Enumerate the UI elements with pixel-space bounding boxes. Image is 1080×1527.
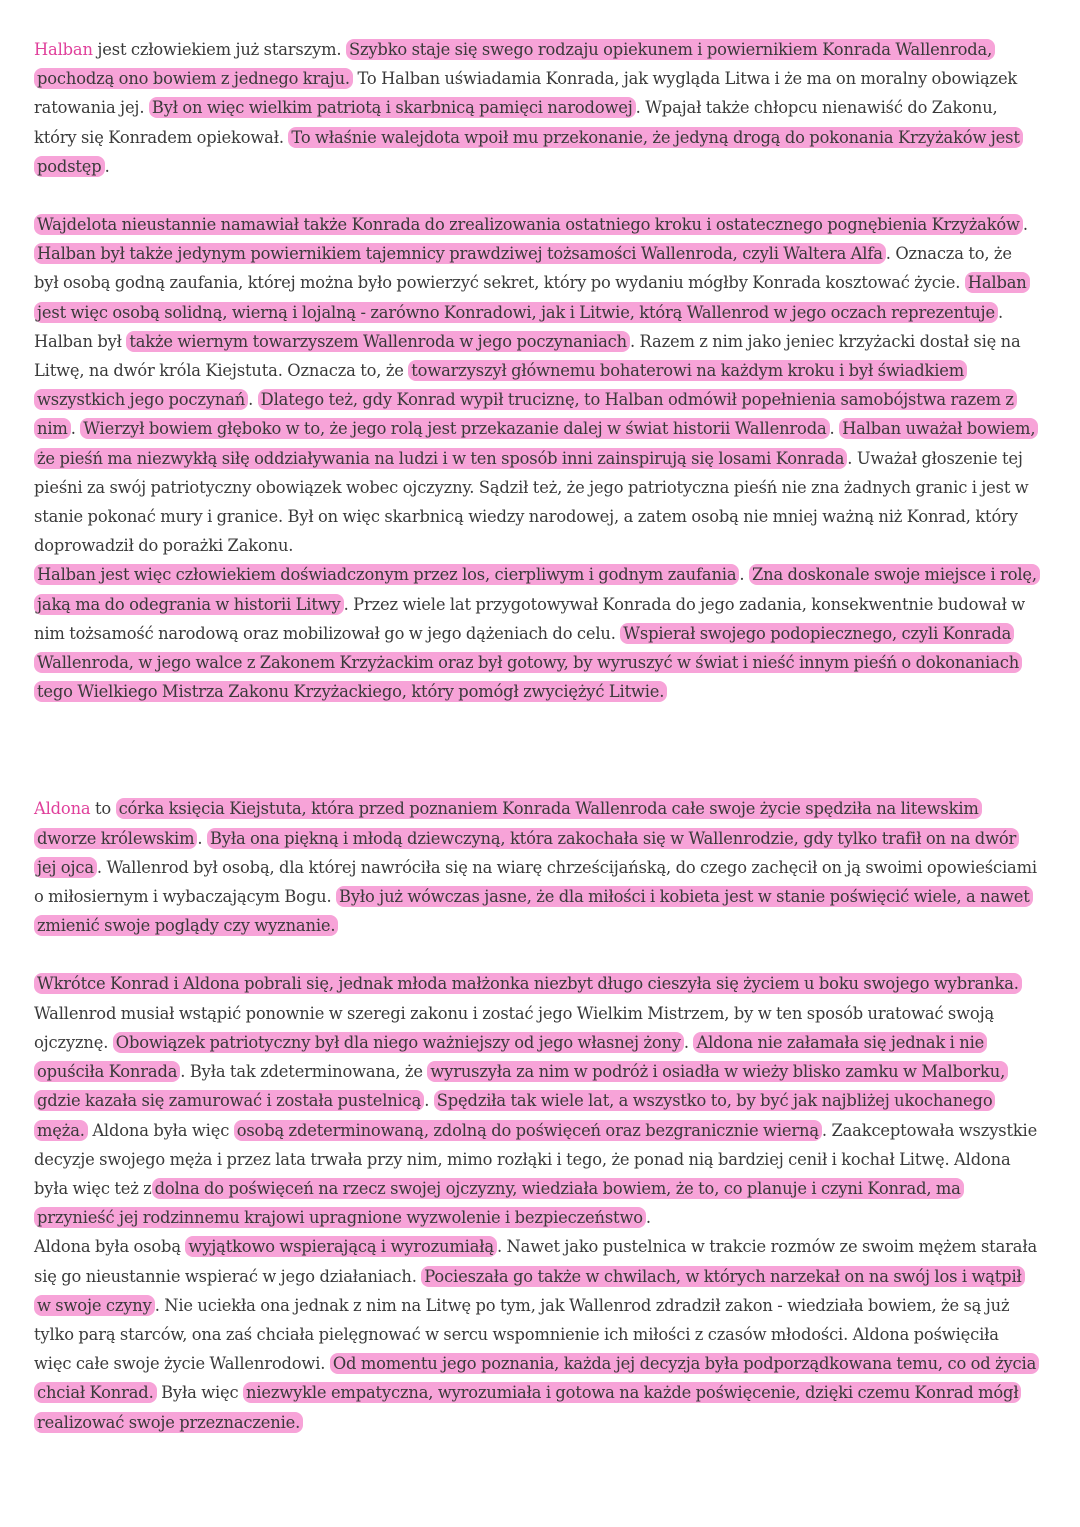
highlighted-text: Pocieszała go także w chwilach, w których narzekał on na swój los i wątpił w swoje czyny <box>34 1266 1025 1316</box>
body-text: . Razem z nim jako jeniec krzyżacki dostał się na Litwę, na dwór króla Kiejstuta. Oznacza to, że <box>34 331 1021 381</box>
body-text: . <box>424 1091 434 1111</box>
highlighted-text: córka księcia Kiejstuta, która przed poznaniem Konrada Wallenroda całe swoje życie spędziła na litewskim dworze królewskim <box>34 798 982 848</box>
highlighted-text: Wkrótce Konrad i Aldona pobrali się, jednak młoda małżonka niezbyt długo cieszyła się życiem u boku swojego wybranka. <box>34 973 1022 994</box>
body-text: . <box>248 390 258 410</box>
character-name: Aldona <box>34 799 91 819</box>
highlighted-text: osobą zdeterminowaną, zdolną do poświęceń oraz bezgranicznie wierną <box>234 1120 822 1141</box>
character-name: Halban <box>34 40 93 59</box>
highlighted-text: Była ona piękną i młodą dziewczyną, która zakochała się w Wallenrodzie, gdy tylko trafił on na dwór jej ojca <box>34 828 1019 878</box>
aldona-paragraph-3 <box>34 1232 1038 1436</box>
body-text: . Była tak zdeterminowana, że <box>180 1062 428 1082</box>
body-text: . <box>645 1208 651 1228</box>
highlighted-text: Obowiązek patriotyczny był dla niego ważniejszy od jego własnej żony <box>113 1032 684 1053</box>
body-text: . <box>197 828 207 848</box>
body-text: . Oznacza to, że był osobą godną zaufania, której można było powierzyć sekret, który po wydaniu mógłby Konrada kosztować życie. <box>34 244 1012 293</box>
highlighted-text: Był on więc wielkim patriotą i skarbnicą pamięci narodowej <box>149 97 636 118</box>
halban-paragraph-2 <box>34 210 1038 560</box>
highlighted-text: Wajdelota nieustannie namawiał także Konrada do zrealizowania ostatniego kroku i ostatecznego pognębienia Krzyżaków <box>34 214 1023 235</box>
body-text: to <box>90 799 116 819</box>
body-text: To Halban uświadamia Konrada, jak wygląda Litwa i że ma on moralny obowiązek ratowania jej. <box>34 69 1018 118</box>
highlighted-text: Od momentu jego poznania, każda jej decyzja była podporządkowana temu, co od życia chciał Konrad. <box>34 1353 1039 1403</box>
highlighted-text: Szybko staje się swego rodzaju opiekunem i powiernikiem Konrada Wallenroda, pochodzą ono bowiem z jednego kraju. <box>34 39 995 89</box>
halban-paragraph-1 <box>34 35 1038 181</box>
highlighted-text: także wiernym towarzyszem Wallenroda w jego poczynaniach <box>126 331 630 352</box>
highlighted-text: Halban jest więc osobą solidną, wierną i lojalną - zarówno Konradowi, jak i Litwie, którą Wallenrod w jego oczach reprezentuje <box>34 272 1030 322</box>
body-text: jest człowiekiem już starszym. <box>92 40 346 59</box>
highlighted-text: Wierzył bowiem głęboko w to, że jego rolą jest przekazanie dalej w świat historii Wallenroda <box>80 418 829 439</box>
body-text: . Zaakceptowała wszystkie decyzje swojego męża i przez lata trwała przy nim, mimo rozłąki i tego, że ponad nią bardziej cenił i kochał Litwę. Aldona była więc też z <box>34 1120 1038 1198</box>
highlighted-text: Spędziła tak wiele lat, a wszystko to, by być jak najbliżej ukochanego męża. <box>34 1090 995 1140</box>
highlighted-text: Halban był także jedynym powiernikiem tajemnicy prawdziwej tożsamości Wallenroda, czyli Waltera Alfa <box>34 243 886 264</box>
body-text: . <box>829 419 840 439</box>
body-text: . <box>1022 215 1028 235</box>
body-text: . Wpajał także chłopcu nienawiść do Zakonu, który się Konradem opiekował. <box>34 98 998 147</box>
aldona-paragraph-2 <box>34 969 1038 1232</box>
body-text: Wallenrod musiał wstąpić ponownie w szeregi zakonu i zostać jego Wielkim Mistrzem, by w ten sposób uratować swoją ojczyznę. <box>34 1003 995 1052</box>
body-text: . <box>683 1032 694 1052</box>
highlighted-text: niezwykle empatyczna, wyrozumiała i gotowa na każde poświęcenie, dzięki czemu Konrad mógł realizować swoje przeznaczenie. <box>34 1382 1021 1432</box>
highlighted-text: towarzyszył głównemu bohaterowi na każdym kroku i był świadkiem wszystkich jego poczynań <box>34 360 967 410</box>
highlighted-text: wyjątkowo wspierającą i wyrozumiałą <box>185 1236 497 1257</box>
body-text: Aldona była więc <box>87 1120 234 1140</box>
highlighted-text: Aldona nie załamała się jednak i nie opuściła Konrada <box>34 1032 987 1082</box>
body-text: . Nie uciekła ona jednak z nim na Litwę po tym, jak Wallenrod zdradził zakon - wiedziała bowiem, że są już tylko parą starców, ona zaś chciała pielęgnować w sercu wspomnienie ich miłości z czasów młodości. Aldona poświęciła więc całe swoje życie Wallenrodowi. <box>34 1295 1010 1374</box>
body-text: . <box>70 419 81 439</box>
highlighted-text: Halban jest więc człowiekiem doświadczonym przez los, cierpliwym i godnym zaufania <box>34 564 739 585</box>
body-text: Aldona była osobą <box>34 1237 186 1257</box>
highlighted-text: Wspierał swojego podopiecznego, czyli Konrada Wallenroda, w jego walce z Zakonem Krzyżackim oraz był gotowy, by wyruszyć w świat i nieść innym pieśń o dokonaniach tego Wielkiego Mistrza Zakonu Krzyżackiego, który pomógł zwyciężyć Litwie. <box>34 623 1022 702</box>
highlighted-text: wyruszyła za nim w podróż i osiadła w wieży blisko zamku w Malborku, gdzie kazała się zamurować i została pustelnicą <box>34 1061 1008 1111</box>
body-text: . Uważał głoszenie tej pieśni za swój patriotyczny obowiązek wobec ojczyzny. Sądził też, że jego patriotyczna pieśń nie zna żadnych granic i jest w stanie pokonać mury i granice. Był on więc skarbnicą wiedzy narodowej, a zatem osobą nie mniej ważną niż Konrad, który doprowadził do porażki Zakonu. <box>34 448 1029 556</box>
body-text: Była więc <box>156 1383 244 1403</box>
highlighted-text: dolna do poświęceń na rzecz swojej ojczyzny, wiedziała bowiem, że to, co planuje i czyni Konrad, ma przynieść jej rodzinnemu krajowi upragnione wyzwolenie i bezpieczeństwo <box>34 1178 964 1228</box>
body-text: . Halban był <box>34 302 1003 351</box>
highlighted-text: Zna doskonale swoje miejsce i rolę, jaką ma do odegrania w historii Litwy <box>34 564 1040 614</box>
body-text: . <box>739 565 749 585</box>
halban-paragraph-3 <box>34 560 1038 706</box>
body-text: . <box>104 156 110 176</box>
body-text: . Wallenrod był osobą, dla której nawróciła się na wiarę chrześcijańską, do czego zachęcił on ją swoimi opowieściami o miłosiernym i wybaczającym Bogu. <box>34 857 1037 907</box>
highlighted-text: Było już wówczas jasne, że dla miłości i kobieta jest w stanie poświęcić wiele, a nawet zmienić swoje poglądy czy wyznanie. <box>34 886 1033 936</box>
highlighted-text: To właśnie walejdota wpoił mu przekonanie, że jedyną drogą do pokonania Krzyżaków jest podstęp <box>34 127 1023 177</box>
highlighted-text: Halban uważał bowiem, że pieśń ma niezwykłą siłę oddziaływania na ludzi i w ten sposób inni zainspirują się losami Konrada <box>34 418 1038 468</box>
body-text: . Nawet jako pustelnica w trakcie rozmów ze swoim mężem starała się go nieustannie wspierać w jego działaniach. <box>34 1237 1038 1286</box>
aldona-paragraph-1 <box>34 794 1038 940</box>
body-text: . Przez wiele lat przygotowywał Konrada do jego zadania, konsekwentnie budował w nim tożsamość narodową oraz mobilizował go w jego dążeniach do celu. <box>34 594 1026 643</box>
highlighted-text: Dlatego też, gdy Konrad wypił truciznę, to Halban odmówił popełnienia samobójstwa razem z nim <box>34 389 1017 439</box>
